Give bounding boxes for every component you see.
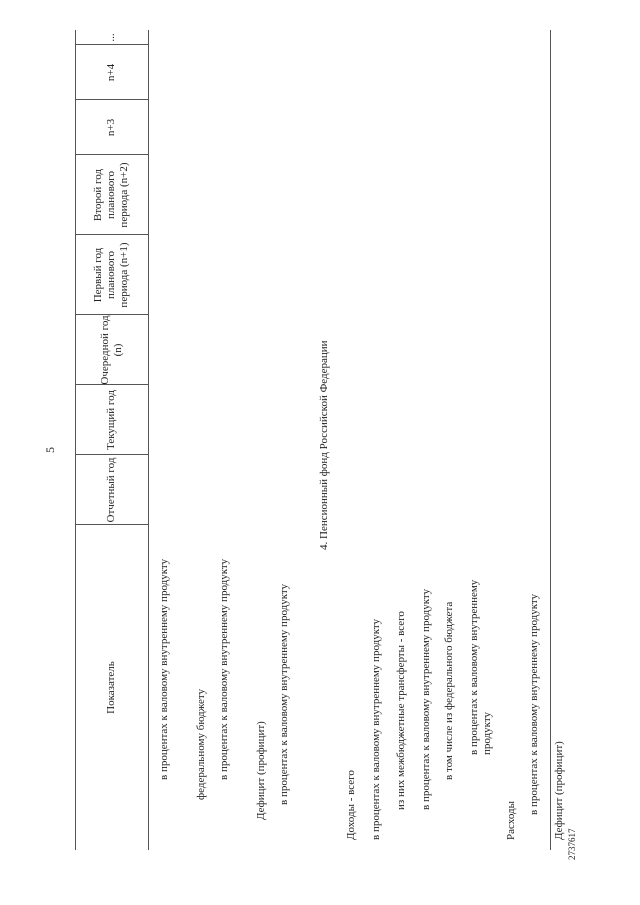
table-row: в процентах к валовому внутреннему продукту [158,558,170,780]
header-cell [75,315,148,385]
table-row: Дефицит (профицит) [255,721,267,820]
table-row: Расходы [505,801,517,840]
header-cell [75,455,148,525]
header-cell [75,100,148,155]
table-header-bottom-border [148,30,149,850]
header-cell [75,385,148,455]
table-row: в процентах к валовому внутреннему продукту [528,593,540,815]
header-cell [75,155,148,235]
rotated-page [50,20,577,880]
footer-code: 2737617 [567,828,577,860]
header-cell-label: Текущий год [105,390,117,450]
header-cell-label: n+4 [105,63,117,82]
table-row: в том числе из федерального бюджета [443,601,455,780]
header-cell-label: Отчетный год [105,457,117,523]
table-row: федеральному бюджету [195,688,207,800]
header-cell [75,235,148,315]
header-cell [75,30,148,45]
table-row: в процентах к валовому внутреннему продукту [420,588,432,810]
table-row: в процентах к валовому внутреннему продукту [218,558,230,780]
header-cell [75,45,148,100]
table-row: из них межбюджетные трансферты - всего [395,611,407,810]
header-cell-label: Второй год планового периода (n+2) [92,162,130,228]
header-cell-label: Первый год планового периода (n+1) [92,242,130,308]
header-cell-label: n+3 [105,118,117,137]
header-cell-label: Очередной год (n) [98,315,124,385]
section-title: 4. Пенсионный фонд Российской Федерации [318,340,330,550]
table-row: в процентах к валовому внутреннему продукту [468,579,493,755]
header-cell-label: ... [105,33,117,42]
table-row: в процентах к валовому внутреннему продукту [278,583,290,805]
table-row: в процентах к валовому внутреннему продукту [370,618,382,840]
table-row: Доходы - всего [345,770,357,840]
page-number: 5 [43,447,57,453]
header-indicator [75,525,148,850]
header-indicator-label: Показатель [105,661,117,714]
table-bottom-border [550,30,551,850]
table-row: Дефицит (профицит) [553,741,565,840]
